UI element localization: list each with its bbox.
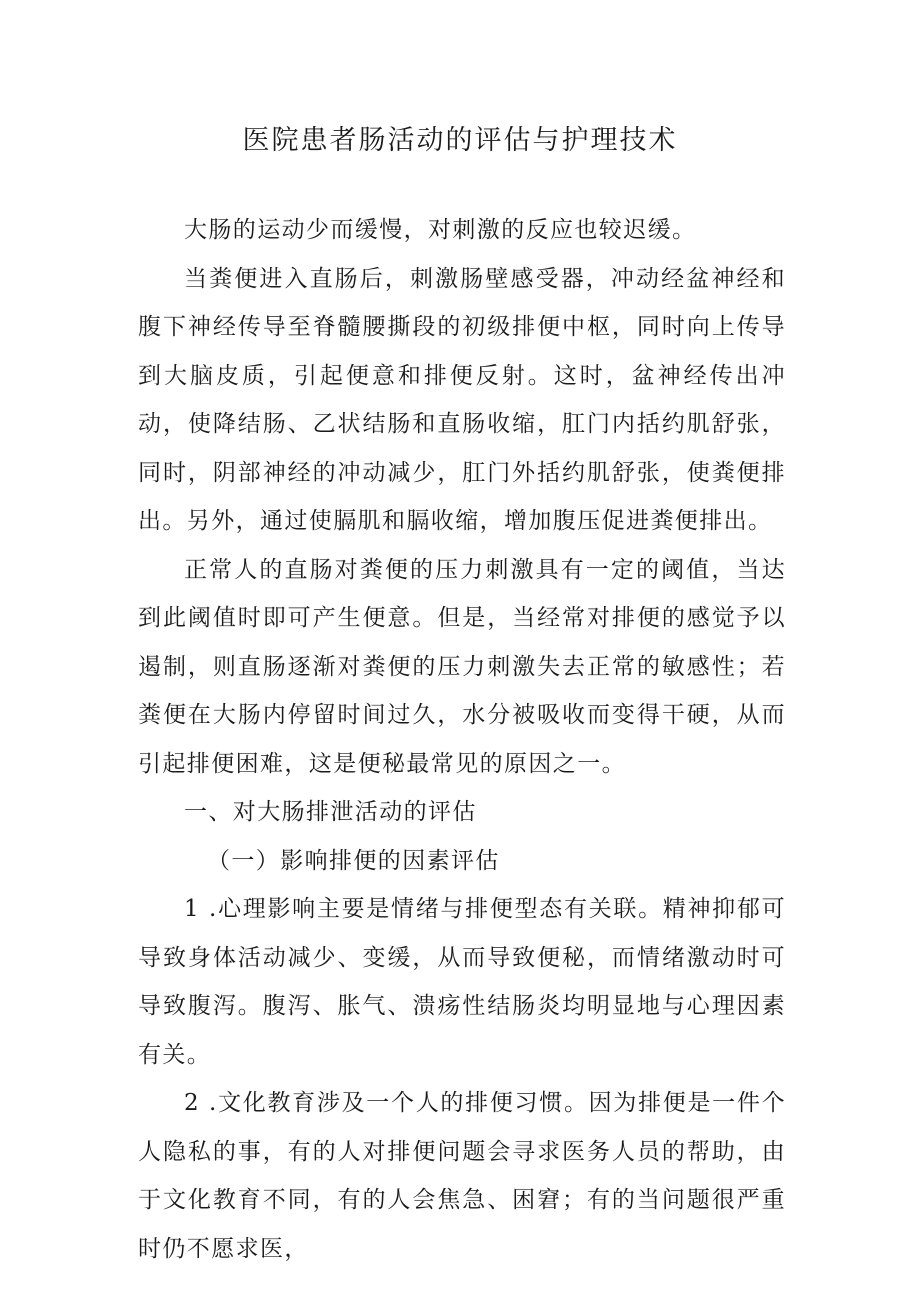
list-item-psychological: 1 .心理影响主要是情绪与排便型态有关联。精神抑郁可导致身体活动减少、变缓，从而导致便秘，而情绪激动时可导致腹泻。腹泻、胀气、溃疡性结肠炎均明显地与心理因素有关。 <box>138 896 786 1068</box>
subsection-heading-factors: （一）影响排便的因素评估 <box>207 847 500 874</box>
list-item-cultural: 2 .文化教育涉及一个人的排便习惯。因为排便是一件个人隐私的事，有的人对排便问题会寻求医务人员的帮助，由于文化教育不同，有的人会焦急、困窘；有的当问题很严重时仍不愿求医， <box>138 1090 786 1262</box>
document-body <box>138 206 786 1273</box>
document-title: 医院患者肠活动的评估与护理技术 <box>242 125 678 156</box>
paragraph-intro: 大肠的运动少而缓慢，对刺激的反应也较迟缓。 <box>184 217 697 243</box>
section-heading-assessment: 一、对大肠排泄活动的评估 <box>184 799 477 825</box>
paragraph-defecation-reflex: 当粪便进入直肠后，刺激肠壁感受器，冲动经盆神经和腹下神经传导至脊髓腰撕段的初级排便中枢，同时向上传导到大脑皮质，引起便意和排便反射。这时，盆神经传出冲动，使降结肠、乙状结肠和直肠收缩，肛门内括约肌舒张，同时，阴部神经的冲动减少，肛门外括约肌舒张，使粪便排出。另外，通过使膈肌和膈收缩，增加腹压促进粪便排出。 <box>138 265 786 534</box>
paragraph-rectal-threshold: 正常人的直肠对粪便的压力刺激具有一定的阈值，当达到此阈值时即可产生便意。但是，当经常对排便的感觉予以遏制，则直肠逐渐对粪便的压力刺激失去正常的敏感性；若粪便在大肠内停留时间过久，水分被吸收而变得干硬，从而引起排便困难，这是便秘最常见的原因之一。 <box>138 556 786 777</box>
